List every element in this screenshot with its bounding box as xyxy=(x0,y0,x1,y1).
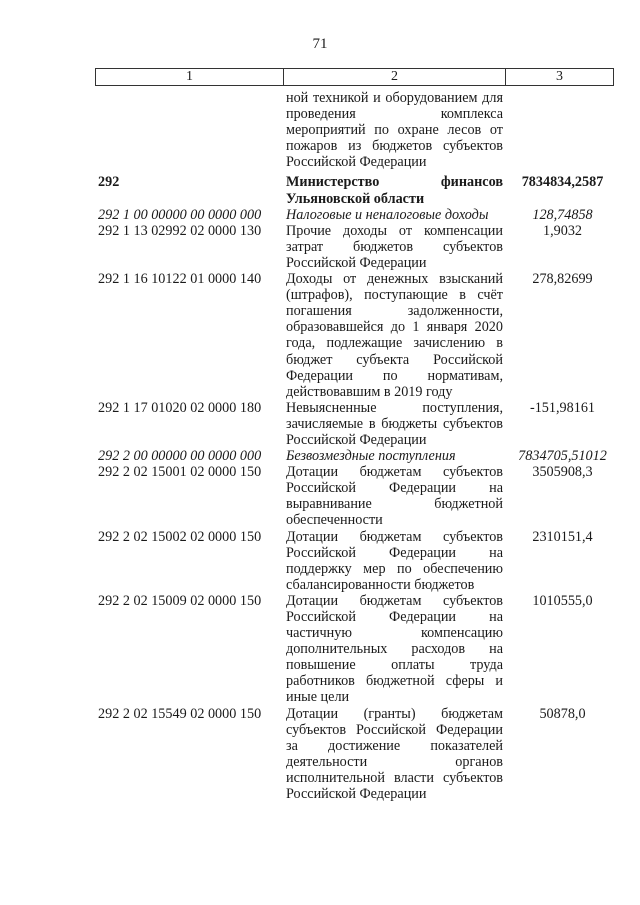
amount-cell: 7834705,51012 xyxy=(518,448,607,465)
description-cell: Министерство финансов Ульяновской области xyxy=(286,174,503,207)
table-row xyxy=(95,593,614,706)
description-cell: Дотации бюджетам субъектов Российской Федерации на выравнивание бюджетной обеспеченности xyxy=(286,464,503,529)
description-cell: ной техникой и оборудованием для проведения комплекса мероприятий по охране лесов от пожаров из бюджетов субъектов Российской Федерации xyxy=(286,90,503,171)
budget-code-cell: 292 2 02 15002 02 0000 150 xyxy=(98,528,262,545)
table-row xyxy=(95,400,614,448)
amount-cell: 128,74858 xyxy=(532,206,593,223)
budget-code-cell: 292 2 02 15549 02 0000 150 xyxy=(98,705,262,722)
description-cell: Доходы от денежных взысканий (штрафов), поступающие в счёт погашения задолженности, образовавшейся до 1 января 2020 года, подлежащие зачислению в бюджет субъекта Российской Федерации по нормативам, действовавшим в 2019 году xyxy=(286,271,503,400)
table-row xyxy=(95,529,614,593)
budget-code-cell: 292 2 02 15001 02 0000 150 xyxy=(98,464,262,481)
budget-code-cell: 292 xyxy=(98,174,120,191)
budget-code-cell xyxy=(95,90,283,170)
budget-code-cell: 292 1 13 02992 02 0000 130 xyxy=(98,222,262,239)
page-number: 71 xyxy=(312,36,328,52)
header-col-1: 1 xyxy=(96,69,284,85)
amount-cell: 1,9032 xyxy=(542,222,582,239)
budget-table xyxy=(95,90,614,802)
description-cell: Безвозмездные поступления xyxy=(286,448,456,465)
description-cell: Прочие доходы от компенсации затрат бюджетов субъектов Российской Федерации xyxy=(286,222,503,271)
table-header xyxy=(95,68,614,86)
description-cell: Дотации (гранты) бюджетам субъектов Российской Федерации за достижение показателей деятельности органов исполнительной власти субъектов Российской Федерации xyxy=(286,705,503,803)
amount-cell: 278,82699 xyxy=(532,271,593,288)
amount-cell: 1010555,0 xyxy=(532,592,593,609)
table-row xyxy=(95,706,614,803)
header-col-2: 2 xyxy=(284,69,506,85)
table-row xyxy=(95,207,614,223)
table-row xyxy=(95,223,614,271)
amount-cell xyxy=(505,90,614,170)
table-row xyxy=(95,174,614,206)
table-row xyxy=(95,464,614,528)
budget-code-cell: 292 1 17 01020 02 0000 180 xyxy=(98,399,262,416)
description-cell: Дотации бюджетам субъектов Российской Федерации на поддержку мер по обеспечению сбалансированности бюджетов xyxy=(286,528,503,593)
description-cell: Невыясненные поступления, зачисляемые в бюджеты субъектов Российской Федерации xyxy=(286,399,503,448)
description-cell: Дотации бюджетам субъектов Российской Федерации на частичную компенсацию дополнительных расходов на повышение оплаты труда работников бюджетной сферы и иные цели xyxy=(286,592,503,706)
table-row xyxy=(95,448,614,464)
header-col-3: 3 xyxy=(556,69,563,84)
table-row xyxy=(95,271,614,400)
budget-code-cell: 292 1 16 10122 01 0000 140 xyxy=(98,271,262,288)
amount-cell: 7834834,2587 xyxy=(521,174,604,191)
amount-cell: 3505908,3 xyxy=(532,464,593,481)
budget-code-cell: 292 2 00 00000 00 0000 000 xyxy=(98,448,262,465)
description-cell: Налоговые и неналоговые доходы xyxy=(286,206,489,223)
budget-code-cell: 292 1 00 00000 00 0000 000 xyxy=(98,206,262,223)
amount-cell: 2310151,4 xyxy=(532,528,593,545)
amount-cell: -151,98161 xyxy=(529,399,596,416)
budget-code-cell: 292 2 02 15009 02 0000 150 xyxy=(98,592,262,609)
table-row xyxy=(95,90,614,170)
amount-cell: 50878,0 xyxy=(539,705,586,722)
